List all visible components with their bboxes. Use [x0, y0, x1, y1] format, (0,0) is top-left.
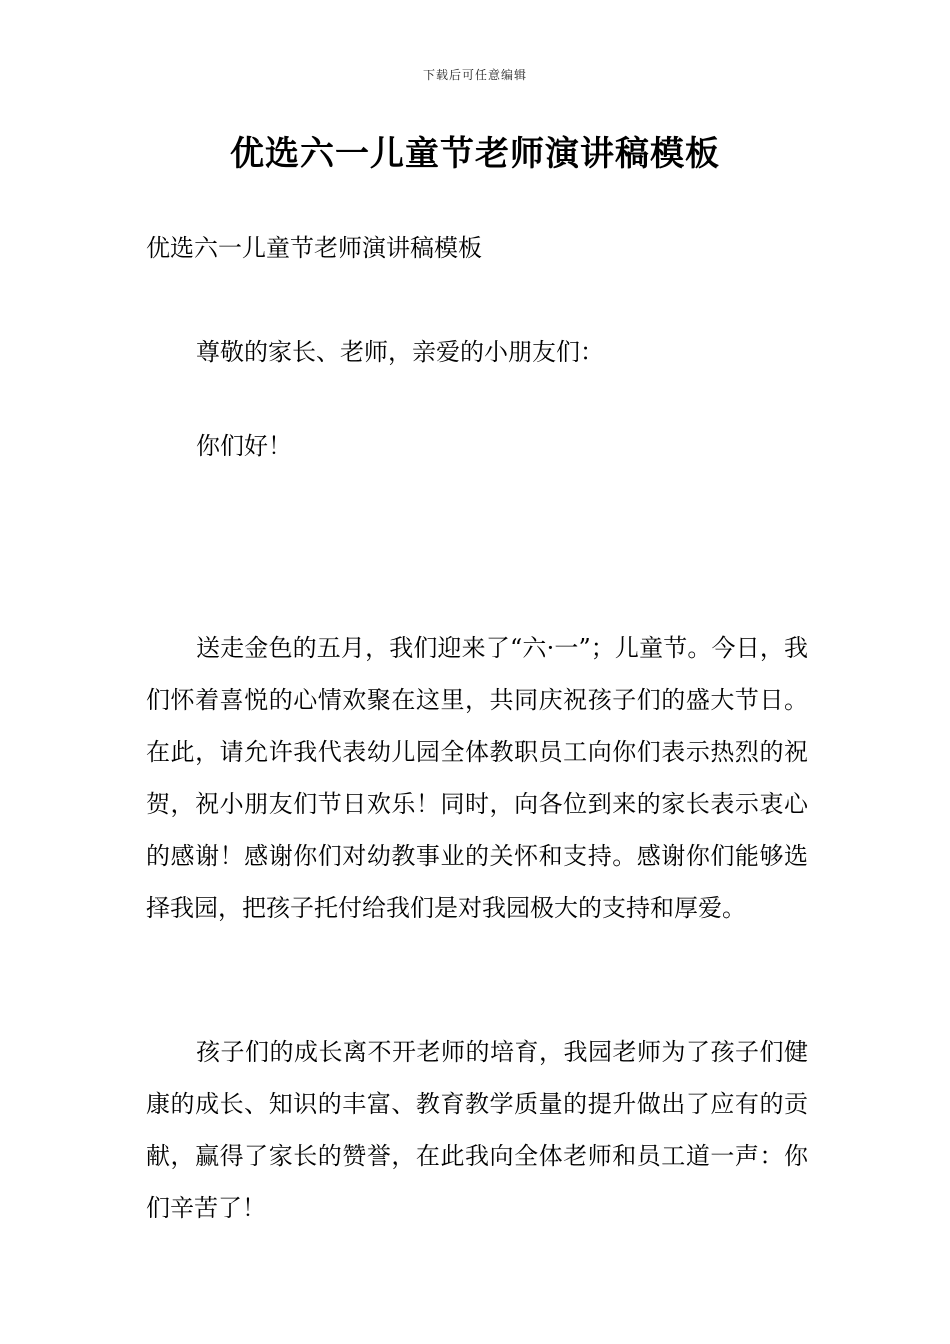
body-paragraph: 送走金色的五月，我们迎来了“六·一”；儿童节。今日，我们怀着喜悦的心情欢聚在这里，共同庆祝孩子们的盛大节日。在此，请允许我代表幼儿园全体教职员工向你们表示热烈的祝贺，祝小朋友们节日欢乐！同时，向各位到来的家长表示衷心的感谢！感谢你们对幼教事业的关怀和支持。感谢你们能够选择我园，把孩子托付给我们是对我园极大的支持和厚爱。 — [146, 634, 808, 922]
document-title: 优选六一儿童节老师演讲稿模板 — [230, 134, 720, 174]
header-note: 下载后可任意编辑 — [422, 68, 527, 82]
hello-line: 你们好！ — [196, 432, 292, 460]
greeting-line: 尊敬的家长、老师，亲爱的小朋友们： — [196, 338, 604, 366]
body-paragraph: 孩子们的成长离不开老师的培育，我园老师为了孩子们健康的成长、知识的丰富、教育教学质量的提升做出了应有的贡献，赢得了家长的赞誉，在此我向全体老师和员工道一声：你们辛苦了！ — [146, 1038, 808, 1222]
document-subtitle: 优选六一儿童节老师演讲稿模板 — [146, 234, 482, 262]
